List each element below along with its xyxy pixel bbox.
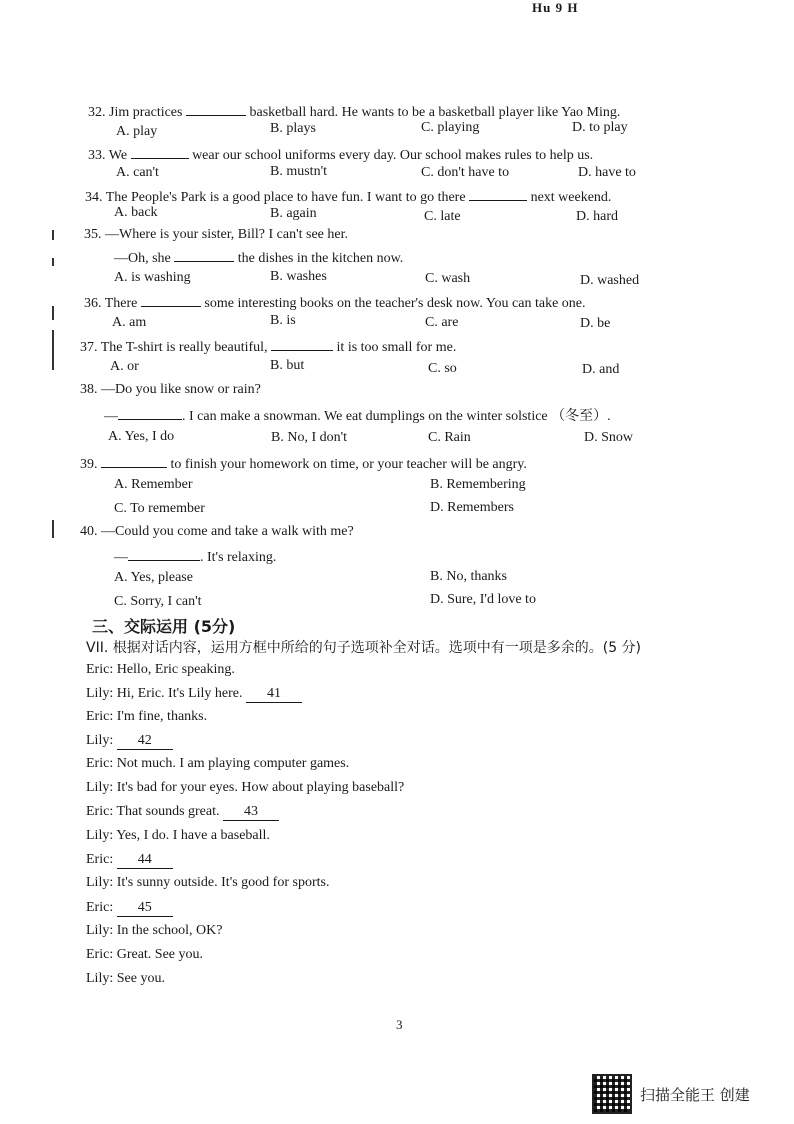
option-a[interactable]: A. or bbox=[110, 359, 139, 374]
option-c[interactable]: C. wash bbox=[425, 271, 471, 286]
answer-blank[interactable] bbox=[128, 546, 200, 561]
question-40 bbox=[80, 523, 354, 541]
dialogue-line bbox=[86, 828, 270, 844]
question-text: wear our school uniforms every day. Our school makes rules to help us. bbox=[192, 148, 594, 163]
question-text: —Oh, she bbox=[114, 251, 171, 266]
question-number: 38. bbox=[80, 382, 98, 397]
dialogue-text: Hi, Eric. It's Lily here. bbox=[116, 686, 243, 701]
dialogue-line bbox=[86, 686, 302, 703]
numbered-blank[interactable]: 41 bbox=[246, 686, 302, 703]
dialogue-text: In the school, OK? bbox=[116, 923, 223, 938]
option-d[interactable]: D. Sure, I'd love to bbox=[430, 592, 536, 607]
option-b[interactable]: B. No, I don't bbox=[271, 430, 348, 445]
question-text: some interesting books on the teacher's desk now. You can take one. bbox=[204, 296, 586, 311]
dialogue-line bbox=[86, 852, 173, 869]
dialogue-text: Hello, Eric speaking. bbox=[116, 662, 235, 677]
question-text: — bbox=[104, 409, 118, 424]
question-number: 37. bbox=[80, 340, 98, 355]
question-40-reply bbox=[114, 546, 276, 567]
speaker: Lily: bbox=[86, 780, 114, 795]
option-c[interactable]: C. are bbox=[425, 315, 459, 330]
option-c[interactable]: C. To remember bbox=[114, 501, 205, 516]
dialogue-line bbox=[86, 947, 203, 963]
option-d[interactable]: D. Snow bbox=[584, 430, 634, 445]
dialogue-text: Not much. I am playing computer games. bbox=[116, 756, 350, 771]
question-36 bbox=[84, 292, 586, 313]
option-b[interactable]: B. Remembering bbox=[430, 477, 526, 492]
option-b[interactable]: B. is bbox=[270, 313, 296, 328]
dialogue-text: I'm fine, thanks. bbox=[116, 709, 208, 724]
question-35-reply bbox=[114, 247, 403, 268]
margin-mark bbox=[52, 330, 54, 370]
dialogue-text: It's sunny outside. It's good for sports. bbox=[116, 875, 330, 890]
speaker: Lily: bbox=[86, 733, 114, 748]
question-text: Jim practices bbox=[109, 105, 183, 120]
question-text: The T-shirt is really beautiful, bbox=[100, 340, 268, 355]
speaker: Eric: bbox=[86, 900, 114, 915]
question-38 bbox=[80, 381, 261, 399]
question-text: There bbox=[104, 296, 138, 311]
dialogue-line bbox=[86, 756, 349, 772]
dialogue-text: See you. bbox=[116, 971, 165, 986]
speaker: Eric: bbox=[86, 756, 114, 771]
speaker: Lily: bbox=[86, 875, 114, 890]
margin-mark bbox=[52, 520, 54, 538]
question-number: 40. bbox=[80, 524, 98, 539]
option-b[interactable]: B. plays bbox=[270, 121, 316, 136]
question-number: 39. bbox=[80, 457, 98, 472]
question-text: —Do you like snow or rain? bbox=[101, 382, 261, 397]
question-text: The People's Park is a good place to have fun. I want to go there bbox=[105, 190, 466, 205]
margin-mark bbox=[52, 230, 54, 240]
option-a[interactable]: A. is washing bbox=[114, 270, 191, 285]
speaker: Eric: bbox=[86, 804, 114, 819]
question-33 bbox=[88, 144, 593, 165]
page-number: 3 bbox=[396, 1017, 403, 1032]
dialogue-line bbox=[86, 662, 235, 678]
dialogue-text: Great. See you. bbox=[116, 947, 204, 962]
question-text: . It's relaxing. bbox=[200, 550, 277, 565]
question-text: — bbox=[114, 550, 128, 565]
margin-mark bbox=[52, 258, 54, 266]
dialogue-text: Yes, I do. I have a baseball. bbox=[116, 828, 270, 843]
answer-blank[interactable] bbox=[118, 405, 182, 420]
option-a[interactable]: A. Yes, please bbox=[114, 570, 193, 585]
option-b[interactable]: B. No, thanks bbox=[430, 569, 507, 584]
answer-blank[interactable] bbox=[469, 186, 527, 201]
margin-mark bbox=[52, 306, 54, 320]
speaker: Lily: bbox=[86, 686, 114, 701]
option-c[interactable]: C. Sorry, I can't bbox=[114, 594, 202, 609]
speaker: Lily: bbox=[86, 923, 114, 938]
question-text: the dishes in the kitchen now. bbox=[237, 251, 404, 266]
option-d[interactable]: D. have to bbox=[578, 165, 636, 180]
option-b[interactable]: B. washes bbox=[270, 269, 327, 284]
option-c[interactable]: C. so bbox=[428, 361, 457, 376]
question-text: it is too small for me. bbox=[336, 340, 457, 355]
question-number: 36. bbox=[84, 296, 102, 311]
answer-blank[interactable] bbox=[101, 453, 167, 468]
option-a[interactable]: A. Yes, I do bbox=[108, 429, 175, 444]
option-b[interactable]: B. but bbox=[270, 358, 305, 373]
option-d[interactable]: D. hard bbox=[576, 209, 618, 224]
speaker: Eric: bbox=[86, 852, 114, 867]
option-a[interactable]: A. play bbox=[116, 124, 158, 139]
option-c[interactable]: C. don't have to bbox=[421, 165, 510, 180]
question-number: 34. bbox=[85, 190, 103, 205]
speaker: Lily: bbox=[86, 971, 114, 986]
numbered-blank[interactable]: 44 bbox=[117, 852, 173, 869]
option-d[interactable]: D. be bbox=[580, 316, 611, 331]
option-d[interactable]: D. to play bbox=[572, 120, 628, 135]
question-37 bbox=[80, 336, 456, 357]
option-a[interactable]: A. can't bbox=[116, 165, 159, 180]
option-c[interactable]: C. playing bbox=[421, 120, 480, 135]
speaker: Eric: bbox=[86, 662, 114, 677]
question-text: to finish your homework on time, or your teacher will be angry. bbox=[170, 457, 527, 472]
answer-blank[interactable] bbox=[131, 144, 189, 159]
dialogue-line bbox=[86, 923, 223, 939]
speaker: Lily: bbox=[86, 828, 114, 843]
option-d[interactable]: D. washed bbox=[580, 273, 640, 288]
dialogue-line bbox=[86, 709, 207, 725]
dialogue-line bbox=[86, 900, 173, 917]
answer-blank[interactable] bbox=[186, 101, 246, 116]
question-32 bbox=[88, 101, 620, 122]
speaker: Eric: bbox=[86, 947, 114, 962]
question-text: —Where is your sister, Bill? I can't see her. bbox=[105, 227, 348, 242]
question-number: 33. bbox=[88, 148, 106, 163]
dialogue-text: It's bad for your eyes. How about playing baseball? bbox=[116, 780, 405, 795]
dialogue-text: That sounds great. bbox=[116, 804, 220, 819]
answer-blank[interactable] bbox=[174, 247, 234, 262]
dialogue-line bbox=[86, 971, 165, 987]
qr-code-icon bbox=[592, 1074, 632, 1114]
numbered-blank[interactable]: 42 bbox=[117, 733, 173, 750]
question-text: next weekend. bbox=[530, 190, 612, 205]
option-c[interactable]: C. late bbox=[424, 209, 461, 224]
question-34 bbox=[85, 186, 611, 207]
question-38-reply bbox=[104, 405, 611, 426]
option-a[interactable]: A. am bbox=[112, 315, 147, 330]
dialogue-line bbox=[86, 875, 329, 891]
dialogue-line bbox=[86, 804, 279, 821]
question-text: basketball hard. He wants to be a basketball player like Yao Ming. bbox=[249, 105, 621, 120]
numbered-blank[interactable]: 43 bbox=[223, 804, 279, 821]
section-title: 三、交际运用 (5分) bbox=[92, 617, 236, 636]
speaker: Eric: bbox=[86, 709, 114, 724]
option-c[interactable]: C. Rain bbox=[428, 430, 471, 445]
question-text: . I can make a snowman. We eat dumplings on the winter solstice （冬至）. bbox=[182, 409, 611, 424]
option-d[interactable]: D. Remembers bbox=[430, 500, 514, 515]
question-text: We bbox=[108, 148, 128, 163]
dialogue-line bbox=[86, 780, 404, 796]
section-instruction: VII. 根据对话内容，运用方框中所给的句子选项补全对话。选项中有一项是多余的。(5 分) bbox=[86, 640, 642, 656]
scanner-watermark bbox=[592, 1074, 750, 1114]
question-number: 32. bbox=[88, 105, 106, 120]
question-35 bbox=[84, 226, 348, 244]
option-b[interactable]: B. mustn't bbox=[270, 164, 327, 179]
numbered-blank[interactable]: 45 bbox=[117, 900, 173, 917]
question-39 bbox=[80, 453, 527, 474]
dialogue-line bbox=[86, 733, 173, 750]
option-a[interactable]: A. back bbox=[114, 205, 158, 220]
option-b[interactable]: B. again bbox=[270, 206, 317, 221]
header-mark: Hu 9 H bbox=[532, 0, 579, 15]
option-d[interactable]: D. and bbox=[582, 362, 620, 377]
watermark-text: 扫描全能王 创建 bbox=[640, 1085, 750, 1104]
answer-blank[interactable] bbox=[271, 336, 333, 351]
question-text: —Could you come and take a walk with me? bbox=[101, 524, 354, 539]
answer-blank[interactable] bbox=[141, 292, 201, 307]
option-a[interactable]: A. Remember bbox=[114, 477, 193, 492]
question-number: 35. bbox=[84, 227, 102, 242]
